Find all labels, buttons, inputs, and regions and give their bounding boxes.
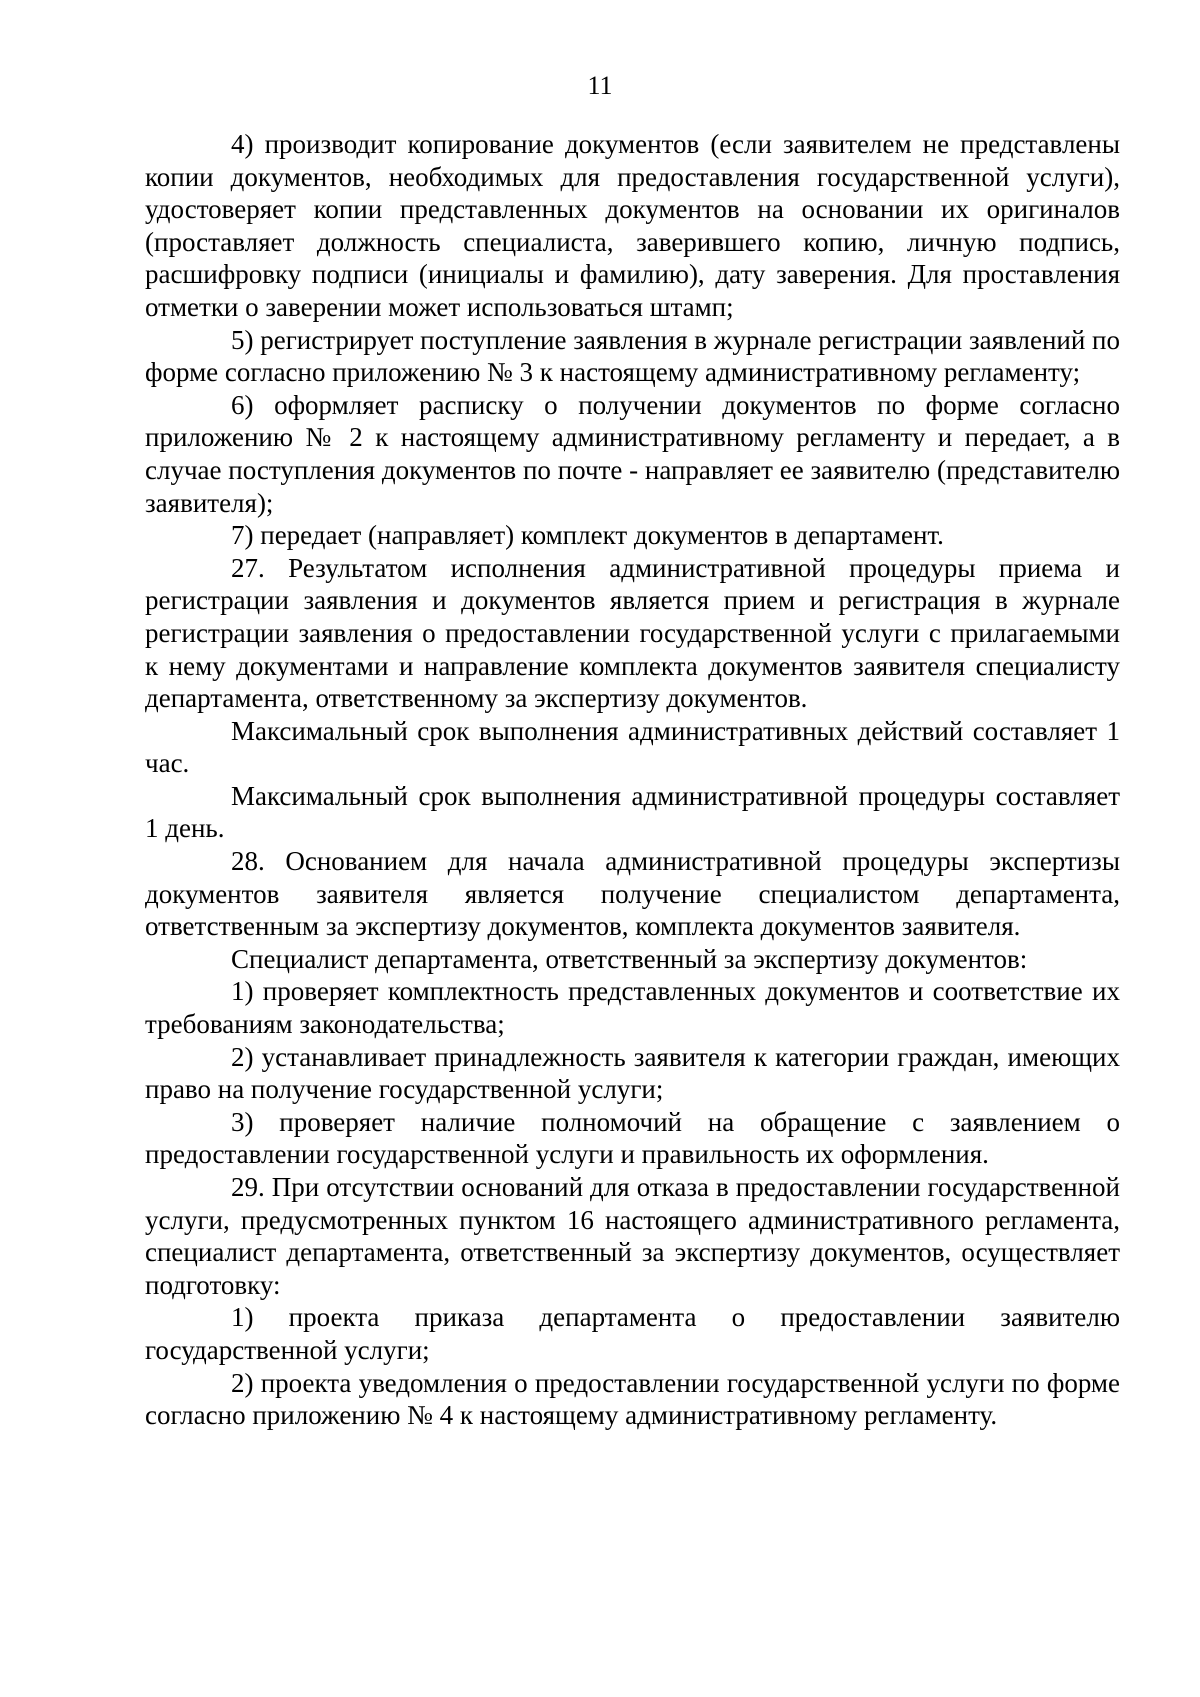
paragraph-clause-29: 29. При отсутствии оснований для отказа в предоставлении государственной услуги, предусмотренных пунктом 16 настоящего административного регламента, специалист департамента, ответственный за экспертизу документов, осуществляет подготовку:	[145, 1172, 1120, 1300]
paragraph-item-5: 5) регистрирует поступление заявления в журнале регистрации заявлений по форме согласно приложению № 3 к настоящему административному регламенту;	[145, 324, 1120, 388]
paragraph-clause-27: 27. Результатом исполнения административной процедуры приема и регистрации заявления и документов является прием и регистрация в журнале регистрации заявления о предоставлении государственной услуги с прилагаемыми к нему документами и направление комплекта документов заявителя специалисту департамента, ответственному за экспертизу документов.	[145, 552, 1120, 714]
paragraph-item-4: 4) производит копирование документов (если заявителем не представлены копии документов, необходимых для предоставления государственной услуги), удостоверяет копии представленных документов на основании их оригиналов (проставляет должность специалиста, заверившего копию, личную подпись, расшифровку подписи (инициалы и фамилию), дату заверения. Для проставления отметки о заверении может использоваться штамп;	[145, 129, 1120, 322]
paragraph-item-7: 7) передает (направляет) комплект документов в департамент.	[231, 520, 944, 551]
paragraph-max-time-actions: Максимальный срок выполнения административных действий составляет 1 час.	[145, 715, 1120, 779]
paragraph-check-2: 2) устанавливает принадлежность заявителя к категории граждан, имеющих право на получение государственной услуги;	[145, 1041, 1120, 1105]
paragraph-specialist-intro: Специалист департамента, ответственный за экспертизу документов:	[231, 943, 1028, 974]
paragraph-draft-1: 1) проекта приказа департамента о предоставлении заявителю государственной услуги;	[145, 1302, 1120, 1365]
paragraph-draft-2: 2) проекта уведомления о предоставлении государственной услуги по форме согласно приложению № 4 к настоящему административному регламенту.	[145, 1367, 1120, 1431]
paragraph-item-6: 6) оформляет расписку о получении документов по форме согласно приложению № 2 к настоящему административному регламенту и передает, а в случае поступления документов по почте - направляет ее заявителю (представителю заявителя);	[145, 389, 1120, 518]
paragraph-clause-28: 28. Основанием для начала административной процедуры экспертизы документов заявителя является получение специалистом департамента, ответственным за экспертизу документов, комплекта документов заявителя.	[145, 846, 1120, 942]
page-number: 11	[587, 71, 613, 100]
paragraph-max-time-procedure: Максимальный срок выполнения административной процедуры составляет 1 день.	[145, 780, 1120, 844]
paragraph-check-1: 1) проверяет комплектность представленных документов и соответствие их требованиям законодательства;	[145, 976, 1120, 1040]
document-body	[145, 128, 1120, 1432]
paragraph-check-3: 3) проверяет наличие полномочий на обращение с заявлением о предоставлении государственной услуги и правильность их оформления.	[145, 1106, 1120, 1170]
